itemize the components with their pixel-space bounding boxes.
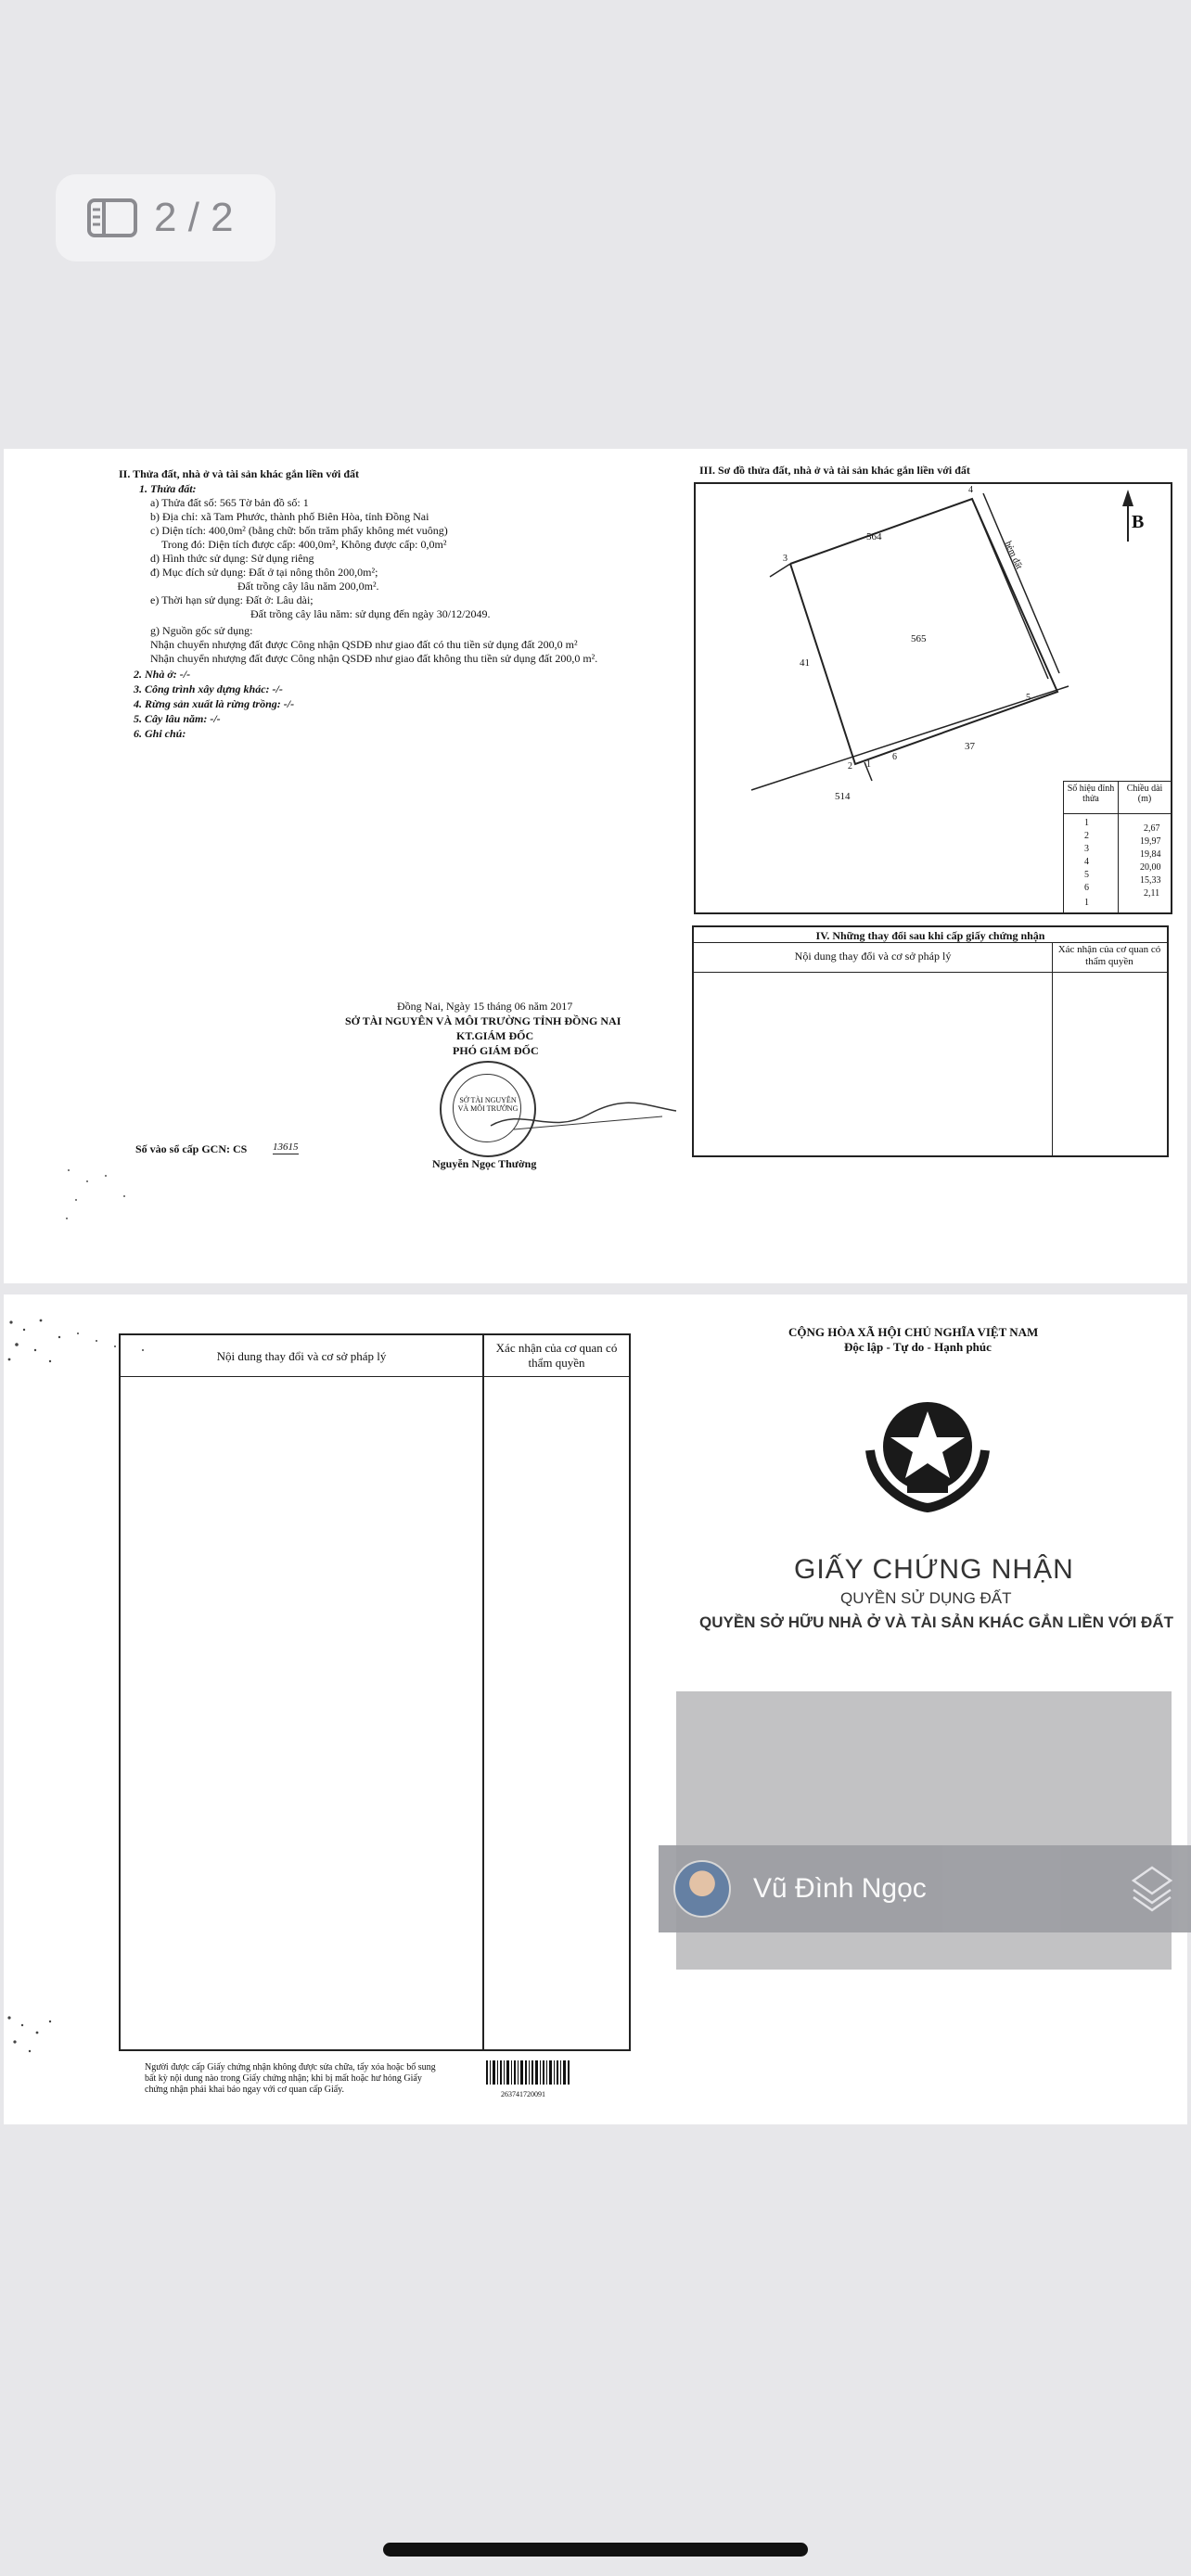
- page2-col2: Xác nhận của cơ quan có thẩm quyền: [495, 1341, 618, 1370]
- vertex-length: 2,67: [1144, 823, 1160, 834]
- deputy-title: PHÓ GIÁM ĐỐC: [453, 1044, 539, 1057]
- land-line: Nhận chuyển nhượng đất được Công nhận QSDĐ như giao đất có thu tiền sử dụng đất 200,0 m²: [150, 638, 578, 651]
- land-line: Nhận chuyển nhượng đất được Công nhận QSDĐ như giao đất không thu tiền sử dụng đất 200,0 m².: [150, 652, 598, 665]
- vertex-label: 2: [848, 761, 852, 772]
- vertex-id: 5: [1084, 870, 1089, 880]
- agency-name: SỞ TÀI NGUYÊN VÀ MÔI TRƯỜNG TỈNH ĐỒNG NAI: [345, 1014, 621, 1027]
- registry-number: 13615: [273, 1141, 299, 1153]
- home-indicator[interactable]: [383, 2543, 808, 2557]
- vertex-length: 19,84: [1140, 849, 1161, 860]
- page2-col1: Nội dung thay đổi và cơ sở pháp lý: [216, 1349, 387, 1363]
- land-line: Đất trồng cây lâu năm 200,0m².: [237, 580, 379, 593]
- vertex-table-header-1: Số hiệu đỉnh thửa: [1067, 784, 1115, 804]
- land-line: g) Nguồn gốc sử dụng:: [150, 624, 253, 637]
- road-label: hẻm đất: [1002, 539, 1024, 571]
- vertex-length: 19,97: [1140, 836, 1161, 847]
- road-line: [983, 493, 1059, 673]
- parcel-outline: [790, 499, 1057, 764]
- barcode: [484, 2060, 577, 2090]
- layers-icon[interactable]: [1130, 1864, 1174, 1912]
- vertex-id: 2: [1084, 831, 1089, 841]
- emblem-icon: [855, 1395, 1000, 1515]
- land-line: đ) Mục đích sử dụng: Đất ở tại nông thôn 200,0m²;: [150, 566, 378, 579]
- vertex-table: [1063, 781, 1172, 914]
- section2-title: II. Thửa đất, nhà ở và tài sản khác gắn liền với đất: [119, 467, 360, 480]
- section4-col2: Xác nhận của cơ quan có thẩm quyền: [1057, 944, 1161, 967]
- item-perennial: 5. Cây lâu năm: -/-: [134, 712, 221, 725]
- parcel-map-frame: [694, 482, 1172, 914]
- section3-title: III. Sơ đồ thửa đất, nhà ở và tài sản khác gắn liền với đất: [699, 464, 970, 477]
- land-title: 1. Thửa đất:: [139, 482, 197, 495]
- cert-subtitle-2: QUYỀN SỞ HỮU NHÀ Ở VÀ TÀI SẢN KHÁC GẮN LIỀN VỚI ĐẤT: [699, 1613, 1173, 1631]
- motto: Độc lập - Tự do - Hạnh phúc: [844, 1340, 992, 1354]
- item-forest: 4. Rừng sản xuất là rừng trồng: -/-: [134, 697, 295, 710]
- gallery-icon: [87, 198, 137, 237]
- neighbor-line: [751, 686, 1069, 790]
- kt-title: KT.GIÁM ĐỐC: [456, 1029, 534, 1042]
- land-line: e) Thời hạn sử dụng: Đất ở: Lâu dài;: [150, 593, 314, 606]
- land-line: Trong đó: Diện tích được cấp: 400,0m², Không được cấp: 0,0m²: [161, 538, 447, 551]
- page-counter[interactable]: [56, 174, 275, 261]
- land-line: c) Diện tích: 400,0m² (bằng chữ: bốn trăm phẩy không mét vuông): [150, 524, 448, 537]
- changes-table: [692, 925, 1169, 1157]
- map-label-41: 41: [800, 657, 810, 669]
- vertex-label: 5: [1026, 693, 1031, 703]
- vertex-label: 3: [783, 554, 788, 564]
- vertex-id: 4: [1084, 857, 1089, 867]
- land-line: Đất trồng cây lâu năm: sử dụng đến ngày 30/12/2049.: [250, 607, 491, 620]
- scan-noise: [4, 2009, 78, 2064]
- section4-col1: Nội dung thay đổi và cơ sở pháp lý: [794, 950, 952, 963]
- barcode-number: 263741720091: [501, 2090, 545, 2098]
- nation-name: CỘNG HÒA XÃ HỘI CHỦ NGHĨA VIỆT NAM: [788, 1325, 1039, 1339]
- vertex-length: 2,11: [1144, 888, 1160, 899]
- vertex-length: 20,00: [1140, 862, 1161, 873]
- item-notes: 6. Ghi chú:: [134, 727, 186, 740]
- vertex-id: 3: [1084, 844, 1089, 854]
- land-line: a) Thửa đất số: 565 Tờ bản đồ số: 1: [150, 496, 309, 509]
- map-label-514: 514: [835, 791, 851, 802]
- item-construction: 3. Công trình xây dựng khác: -/-: [134, 682, 283, 695]
- footnote: Người được cấp Giấy chứng nhận không được sửa chữa, tẩy xóa hoặc bổ sung bất kỳ nội dung nào trong Giấy chứng nhận; khi bị mất hoặc hư hỏng Giấy chứng nhận phải khai báo ngay với cơ quan cấp Giấy.: [145, 2062, 436, 2095]
- avatar[interactable]: [673, 1860, 731, 1918]
- date-line: Đồng Nai, Ngày 15 tháng 06 năm 2017: [397, 1000, 573, 1013]
- map-label-37: 37: [965, 741, 975, 752]
- scan-noise: [59, 1163, 171, 1246]
- land-line: b) Địa chỉ: xã Tam Phước, thành phố Biên Hòa, tỉnh Đồng Nai: [150, 510, 429, 523]
- map-label-565: 565: [911, 633, 927, 644]
- signer-name: Nguyễn Ngọc Thường: [432, 1157, 537, 1170]
- vertex-label: 6: [892, 752, 897, 762]
- neighbor-line: [770, 564, 790, 577]
- registry-label: Số vào sổ cấp GCN: CS: [135, 1142, 248, 1155]
- vertex-length: 15,33: [1140, 875, 1161, 886]
- item-house: 2. Nhà ở: -/-: [134, 668, 191, 681]
- signature: [486, 1098, 681, 1135]
- vertex-id: 1: [1084, 818, 1089, 828]
- vertex-label: 1: [866, 759, 871, 770]
- north-label: B: [1132, 512, 1145, 532]
- vertex-table-header-2: Chiều dài (m): [1126, 784, 1163, 804]
- stamp-text: SỞ TÀI NGUYÊN VÀ MÔI TRƯỜNG: [457, 1096, 519, 1113]
- vertex-id: 6: [1084, 883, 1089, 893]
- cert-title: GIẤY CHỨNG NHẬN: [794, 1554, 1074, 1585]
- author-name[interactable]: Vũ Đình Ngọc: [753, 1873, 927, 1904]
- author-bar[interactable]: [659, 1845, 1191, 1932]
- document-page-1: [4, 449, 1187, 1283]
- cert-subtitle-1: QUYỀN SỬ DỤNG ĐẤT: [840, 1589, 1012, 1607]
- land-line: d) Hình thức sử dụng: Sử dụng riêng: [150, 552, 314, 565]
- page-counter-text: 2 / 2: [154, 195, 234, 240]
- vertex-label: 4: [968, 485, 973, 495]
- map-label-564: 564: [866, 531, 882, 542]
- section4-title: IV. Những thay đổi sau khi cấp giấy chứng nhận: [815, 929, 1045, 942]
- page2-changes-table: [119, 1333, 631, 2051]
- road-line: [972, 499, 1048, 679]
- vertex-id: 1: [1084, 898, 1089, 908]
